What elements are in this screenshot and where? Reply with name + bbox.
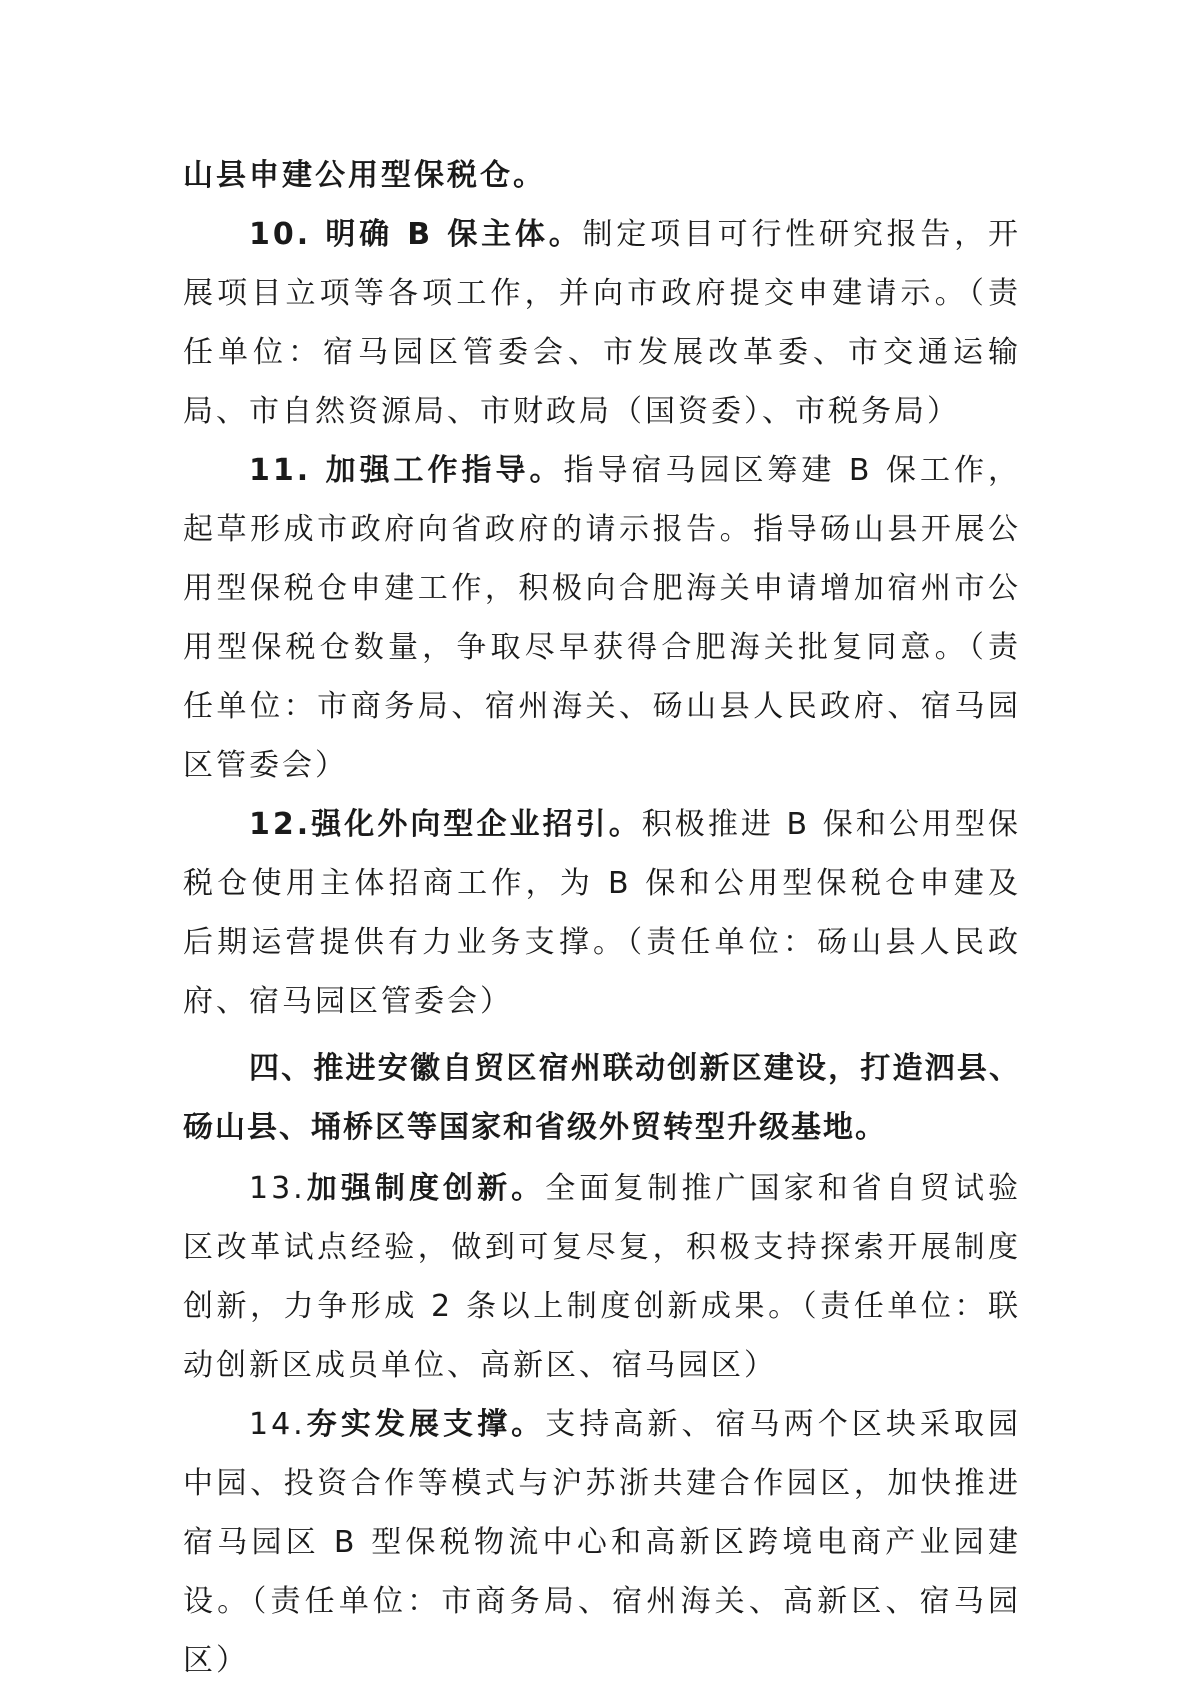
item-body: 制定项目可行性研究报告，开展项目立项等各项工作，并向市政府提交申建请示。（责任单位：宿马园区管委会、市发展改革委、市交通运输局、市自然资源局、市财政局（国资委）、市税务局） xyxy=(183,217,1022,429)
item-body: 支持高新、宿马两个区块采取园中园、投资合作等模式与沪苏浙共建合作园区，加快推进宿马园区 B 型保税物流中心和高新区跨境电商产业园建设。（责任单位：市商务局、宿州海关、高新区、宿马园区） xyxy=(183,1407,1022,1678)
paragraph-item-11 xyxy=(183,441,1021,795)
section-heading-text: 四、推进安徽自贸区宿州联动创新区建设，打造泗县、砀山县、埇桥区等国家和省级外贸转型升级基地。 xyxy=(183,1051,1021,1145)
item-title: 加强工作指导。 xyxy=(325,453,564,488)
item-number: 13. xyxy=(249,1171,306,1206)
item-number: 11. xyxy=(249,453,326,488)
section-heading-4 xyxy=(183,1039,1021,1157)
paragraph-item-14 xyxy=(183,1395,1021,1690)
paragraph-item-13 xyxy=(183,1159,1021,1395)
item-number: 14. xyxy=(249,1407,306,1442)
item-title: 明确 B 保主体。 xyxy=(325,217,583,252)
item-body: 积极推进 B 保和公用型保税仓使用主体招商工作，为 B 保和公用型保税仓申建及后期运营提供有力业务支撑。（责任单位：砀山县人民政府、宿马园区管委会） xyxy=(183,807,1021,1019)
item-body: 全面复制推广国家和省自贸试验区改革试点经验，做到可复尽复，积极支持探索开展制度创新，力争形成 2 条以上制度创新成果。（责任单位：联动创新区成员单位、高新区、宿马园区） xyxy=(183,1171,1022,1383)
item-body: 指导宿马园区筹建 B 保工作，起草形成市政府向省政府的请示报告。指导砀山县开展公用型保税仓申建工作，积极向合肥海关申请增加宿州市公用型保税仓数量，争取尽早获得合肥海关批复同意。（责任单位：市商务局、宿州海关、砀山县人民政府、宿马园区管委会） xyxy=(183,453,1021,783)
document-body xyxy=(183,146,1021,1690)
paragraph-continuation xyxy=(183,146,1021,205)
paragraph-item-10 xyxy=(183,205,1021,441)
paragraph-item-12 xyxy=(183,795,1021,1031)
item-title: 强化外向型企业招引。 xyxy=(311,807,642,842)
item-title: 夯实发展支撑。 xyxy=(305,1407,546,1442)
item-title: 加强制度创新。 xyxy=(305,1171,546,1206)
paragraph-text: 山县申建公用型保税仓。 xyxy=(183,158,546,193)
item-number: 10. xyxy=(249,217,326,252)
item-number: 12. xyxy=(249,807,312,842)
